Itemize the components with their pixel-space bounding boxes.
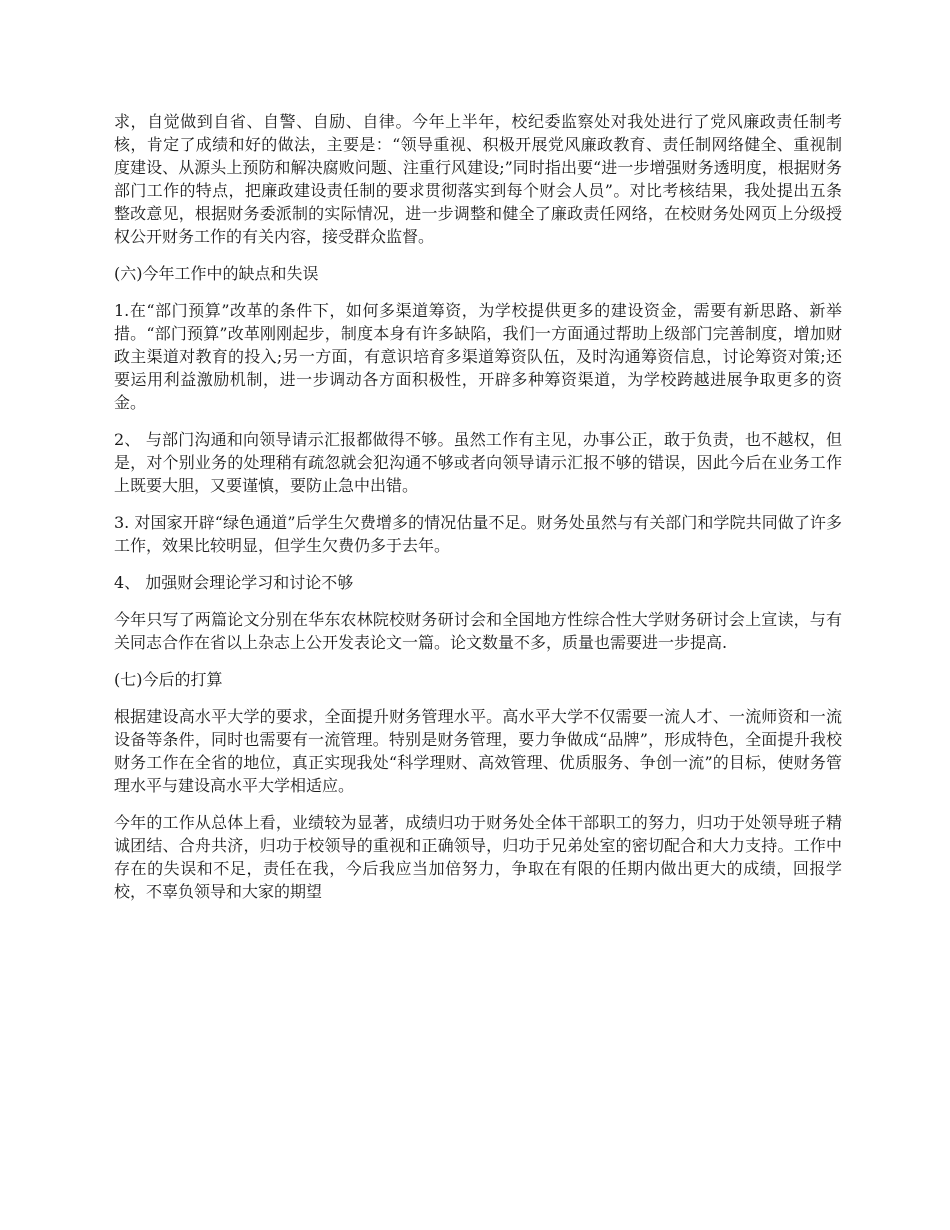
paragraph-item-3-student-arrears: 3. 对国家开辟“绿色通道”后学生欠费增多的情况估量不足。财务处虽然与有关部门和学院共同做了许多工作，效果比较明显，但学生欠费仍多于去年。: [114, 513, 842, 555]
section-heading-future-plans: (七)今后的打算: [114, 670, 223, 689]
paragraph-conclusion: 今年的工作从总体上看，业绩较为显著，成绩归功于财务处全体干部职工的努力，归功于处领导班子精诚团结、合舟共济，归功于校领导的重视和正确领导，归功于兄弟处室的密切配合和大力支持。工作中存在的失误和不足，责任在我，今后我应当加倍努力，争取在有限的任期内做出更大的成绩，回报学校，不辜负领导和大家的期望: [114, 813, 842, 901]
paragraph-papers: 今年只写了两篇论文分别在华东农林院校财务研讨会和全国地方性综合性大学财务研讨会上宣读，与有关同志合作在省以上杂志上公开发表论文一篇。论文数量不多，质量也需要进一步提高.: [114, 610, 842, 652]
paragraph-item-4-theory-study: 4、 加强财会理论学习和讨论不够: [114, 573, 354, 592]
paragraph-item-1-funding: 1.在“部门预算”改革的条件下，如何多渠道筹资，为学校提供更多的建设资金，需要有新思路、新举措。“部门预算”改革刚刚起步，制度本身有许多缺陷，我们一方面通过帮助上级部门完善制度，增加财政主渠道对教育的投入;另一方面，有意识培育多渠道筹资队伍，及时沟通筹资信息，讨论筹资对策;还要运用利益激励机制，进一步调动各方面积极性，开辟多种筹资渠道，为学校跨越进展争取更多的资金。: [114, 301, 842, 412]
paragraph-party-conduct: 求，自觉做到自省、自警、自励、自律。今年上半年，校纪委监察处对我处进行了党风廉政责任制考核，肯定了成绩和好的做法，主要是：“领导重视、积极开展党风廉政教育、责任制网络健全、重视制度建设、从源头上预防和解决腐败问题、注重行风建设;”同时指出要“进一步增强财务透明度，根据财务部门工作的特点，把廉政建设责任制的要求贯彻落实到每个财会人员”。对比考核结果，我处提出五条整改意见，根据财务委派制的实际情况，进一步调整和健全了廉政责任网络，在校财务处网页上分级授权公开财务工作的有关内容，接受群众监督。: [114, 112, 842, 246]
paragraph-item-2-communication: 2、 与部门沟通和向领导请示汇报都做得不够。虽然工作有主见，办事公正，敢于负责，也不越权，但是，对个别业务的处理稍有疏忽就会犯沟通不够或者向领导请示汇报不够的错误，因此今后在业务工作上既要大胆，又要谨慎，要防止急中出错。: [114, 430, 842, 495]
paragraph-management-level: 根据建设高水平大学的要求，全面提升财务管理水平。高水平大学不仅需要一流人才、一流师资和一流设备等条件，同时也需要有一流管理。特别是财务管理，要力争做成“品牌”，形成特色，全面提升我校财务工作在全省的地位，真正实现我处“科学理财、高效管理、优质服务、争创一流”的目标，使财务管理水平与建设高水平大学相适应。: [114, 707, 842, 795]
document-page: [114, 110, 842, 917]
section-heading-shortcomings: (六)今年工作中的缺点和失误: [114, 264, 319, 283]
